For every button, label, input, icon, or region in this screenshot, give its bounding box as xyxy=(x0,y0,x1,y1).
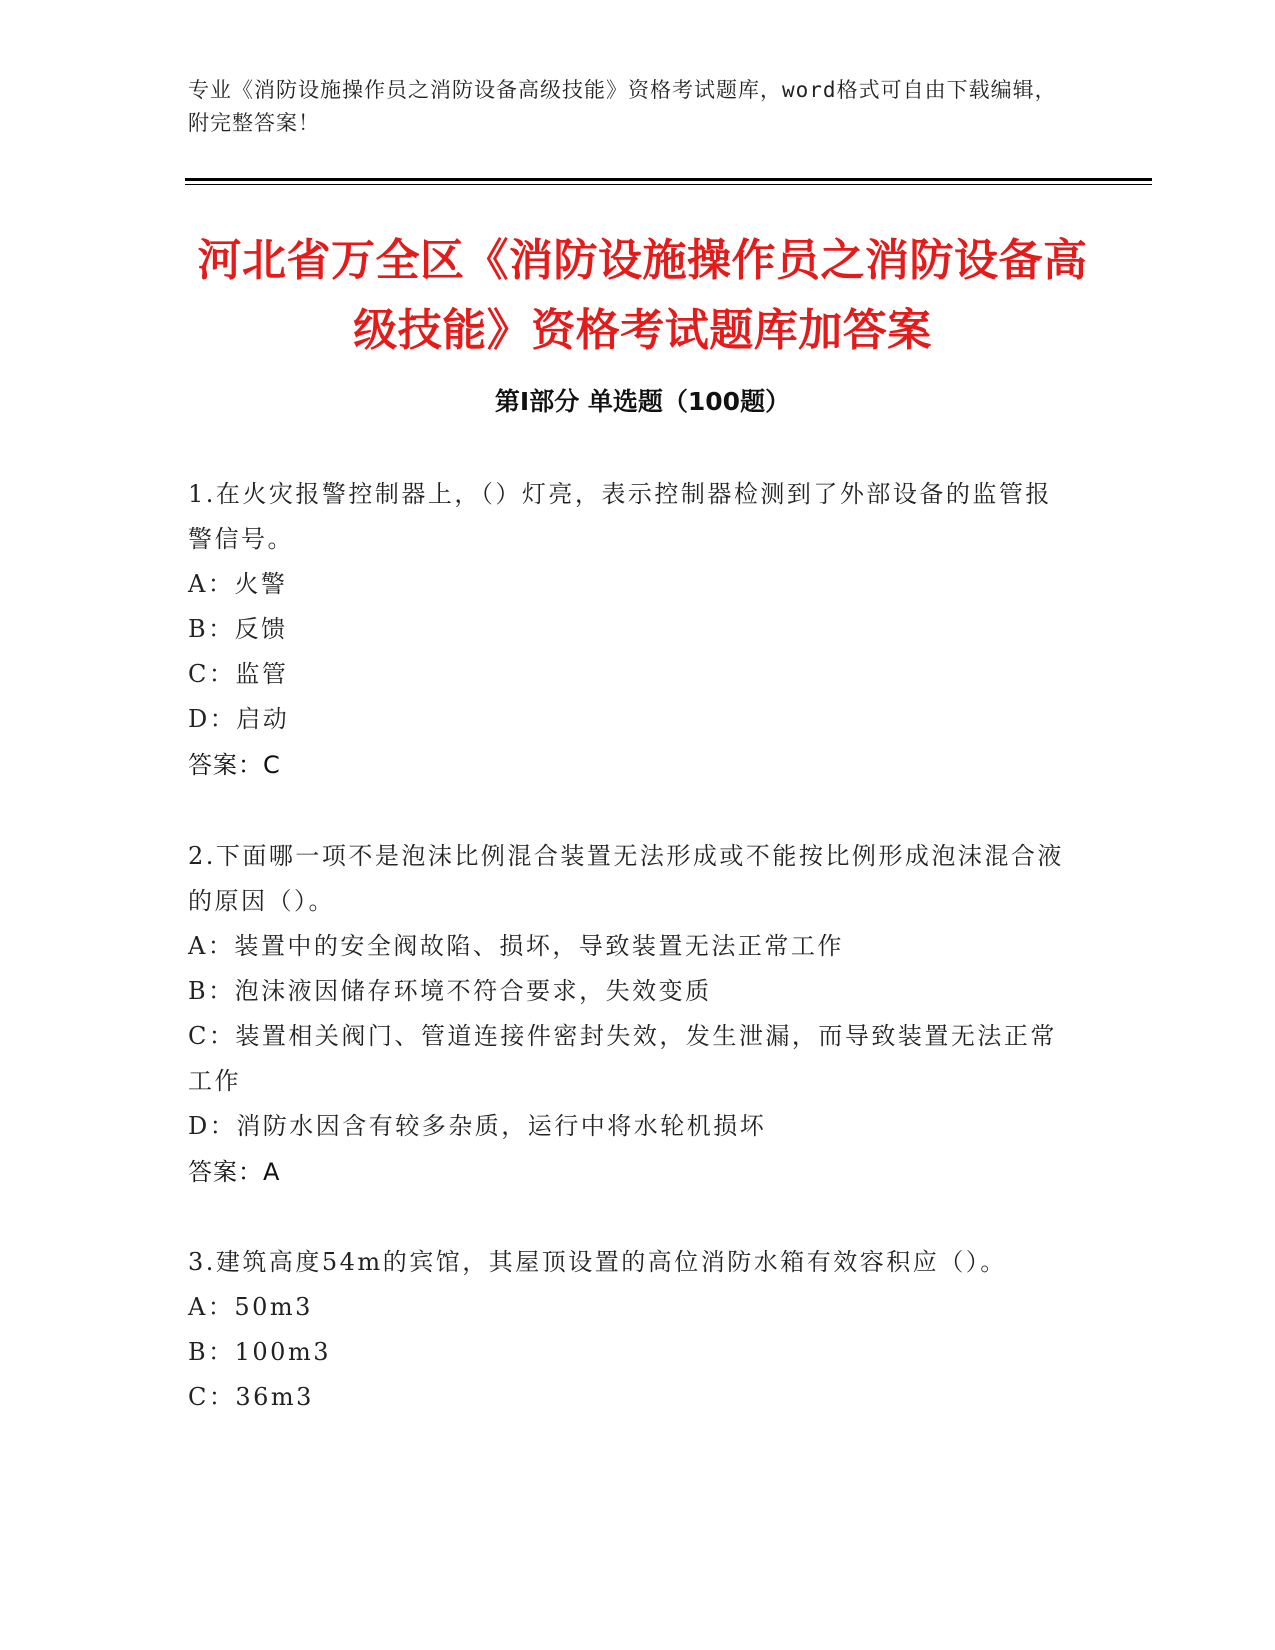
header-note: 专业《消防设施操作员之消防设备高级技能》资格考试题库，word格式可自由下载编辑，附完整答案！ xyxy=(188,78,1057,135)
question-3 xyxy=(188,1240,1068,1420)
option-a: A：火警 xyxy=(188,570,288,598)
question-2 xyxy=(188,834,1068,1195)
option-b: B：泡沫液因储存环境不符合要求，失效变质 xyxy=(188,977,712,1005)
option-c: C：装置相关阀门、管道连接件密封失效，发生泄漏，而导致装置无法正常工作 xyxy=(188,1022,1057,1095)
option-a: A：装置中的安全阀故陷、损坏，导致装置无法正常工作 xyxy=(188,932,844,960)
question-text: 2.下面哪一项不是泡沫比例混合装置无法形成或不能按比例形成泡沫混合液的原因（）。 xyxy=(188,842,1064,915)
header-divider-thick xyxy=(185,178,1152,181)
question-text: 1.在火灾报警控制器上，（）灯亮，表示控制器检测到了外部设备的监管报警信号。 xyxy=(188,480,1052,553)
option-b: B：100m3 xyxy=(188,1338,331,1366)
question-text: 3.建筑高度54m的宾馆，其屋顶设置的高位消防水箱有效容积应（）。 xyxy=(188,1248,1007,1276)
document-title: 河北省万全区《消防设施操作员之消防设备高级技能》资格考试题库加答案 xyxy=(197,235,1088,356)
answer-text: 答案：A xyxy=(188,1158,281,1186)
option-a: A：50m3 xyxy=(188,1293,313,1321)
option-d: D：启动 xyxy=(188,705,290,733)
option-b: B：反馈 xyxy=(188,615,288,643)
option-c: C：36m3 xyxy=(188,1383,314,1411)
header-divider-thin xyxy=(185,184,1152,185)
option-d: D：消防水因含有较多杂质，运行中将水轮机损坏 xyxy=(188,1112,767,1140)
option-c: C：监管 xyxy=(188,660,289,688)
section-heading: 第Ⅰ部分 单选题（100题） xyxy=(494,387,791,416)
question-1 xyxy=(188,472,1068,788)
answer-text: 答案：C xyxy=(188,751,281,779)
